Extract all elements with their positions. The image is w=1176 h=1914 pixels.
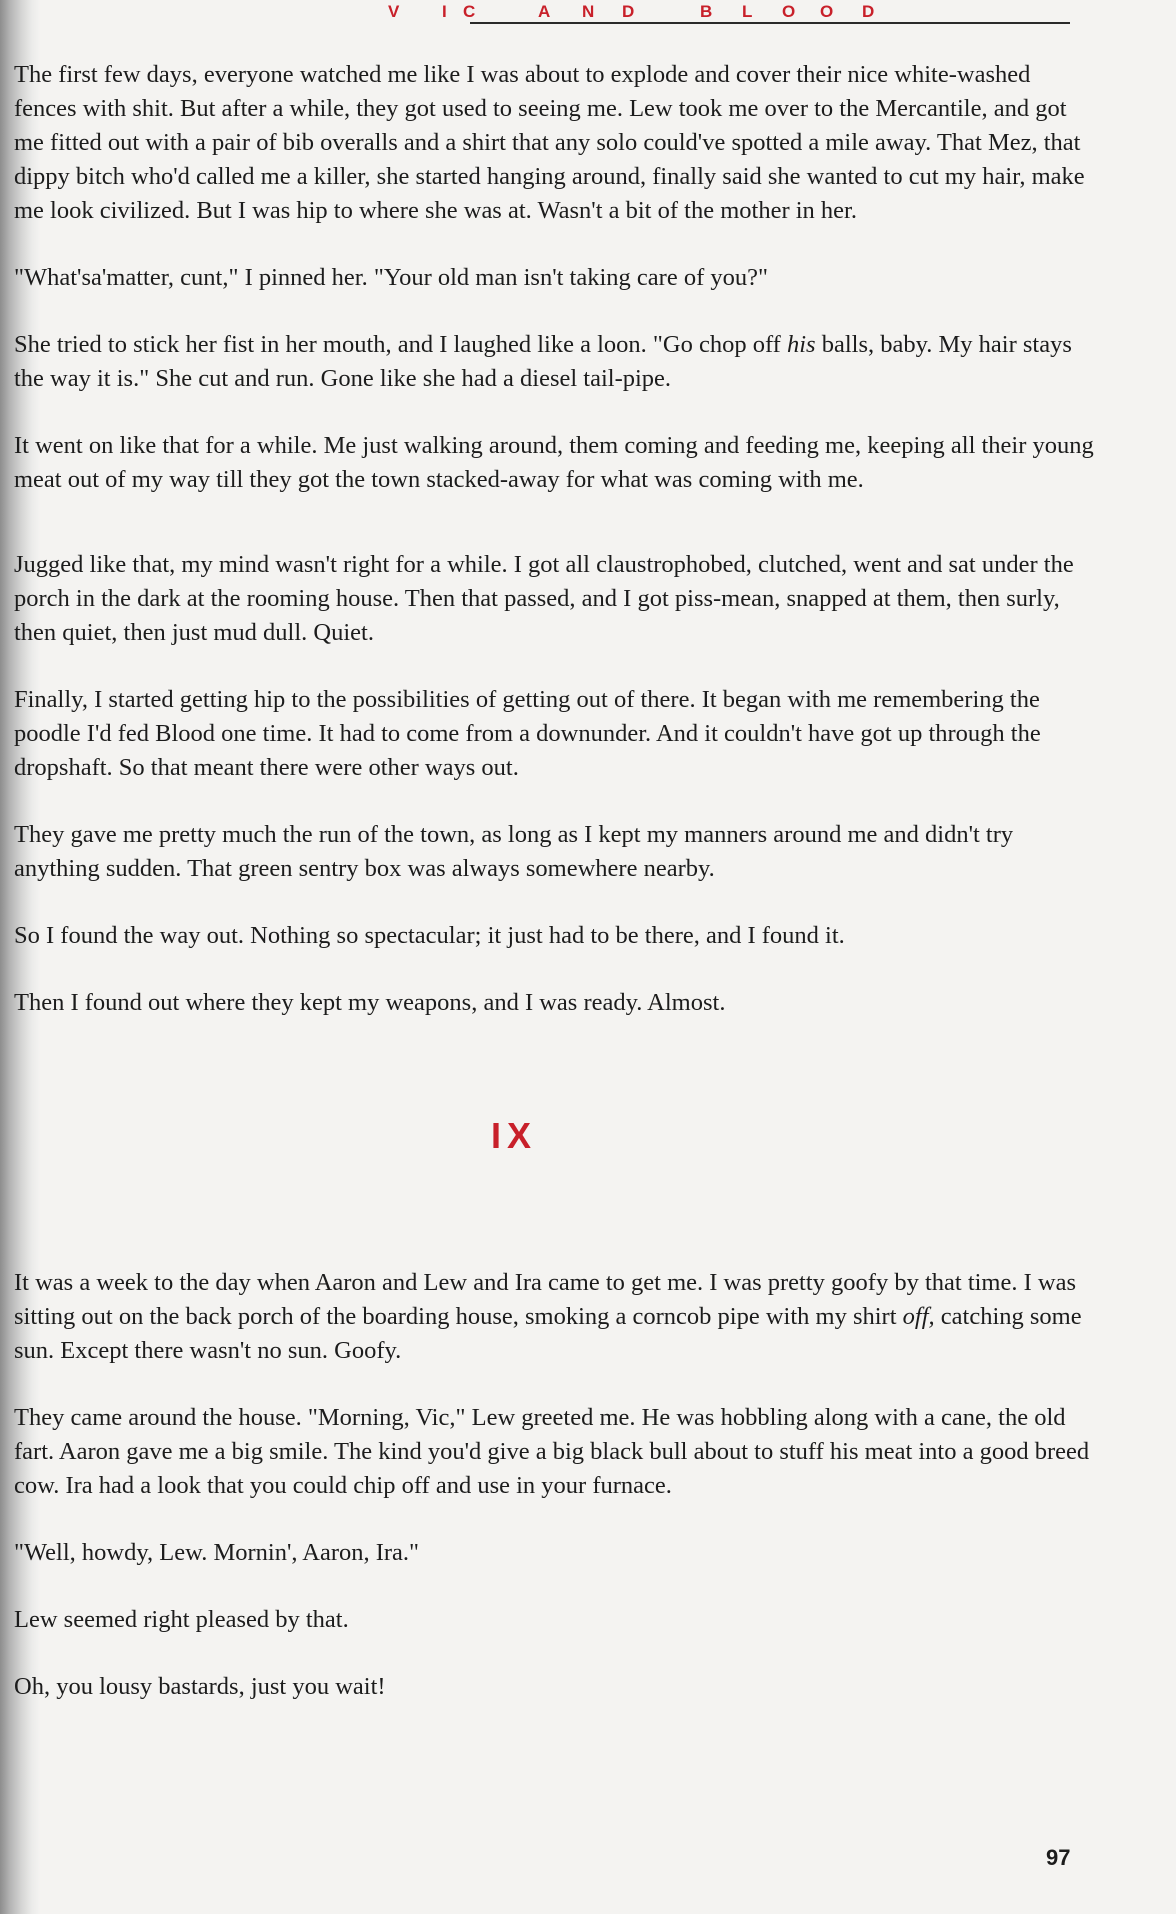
- paragraphs-after-chapter: [14, 1266, 1094, 1704]
- text-run: Then I found out where they kept my weapons, and I was ready. Almost.: [14, 989, 726, 1016]
- text-run: So I found the way out. Nothing so spectacular; it just had to be there, and I found it.: [14, 922, 845, 949]
- text-run: They came around the house. "Morning, Vic," Lew greeted me. He was hobbling along with a cane, the old fart. Aaron gave me a big smile. The kind you'd give a big black bull about to stuff his meat into a good breed cow. Ira had a look that you could chip off and use in your furnace.: [14, 1404, 1090, 1499]
- text-run: Oh, you lousy bastards, just you wait!: [14, 1673, 386, 1700]
- text-run: Finally, I started getting hip to the possibilities of getting out of there. It began with me remembering the poodle I'd fed Blood one time. It had to come from a downunder. And it couldn't have got up through the dropshaft. So that meant there were other ways out.: [14, 686, 1041, 781]
- page-body: [14, 58, 1094, 1737]
- paragraph: [14, 328, 1094, 396]
- header-letter: C: [463, 2, 476, 21]
- chapter-heading: IX: [490, 1115, 537, 1156]
- paragraph: [14, 1401, 1094, 1503]
- header-letter: D: [862, 2, 875, 21]
- text-run: It went on like that for a while. Me just walking around, them coming and feeding me, keeping all their young meat out of my way till they got the town stacked-away for what was coming with me.: [14, 432, 1094, 493]
- running-header: [388, 2, 1070, 24]
- text-run: Jugged like that, my mind wasn't right for a while. I got all claustrophobed, clutched, went and sat under the porch in the dark at the rooming house. Then that passed, and I got piss-mean, snapped at them, then surly, then quiet, then just mud dull. Quiet.: [14, 551, 1074, 646]
- header-letter: D: [622, 2, 635, 21]
- header-letter: O: [782, 2, 796, 21]
- header-letter: V: [388, 2, 400, 21]
- text-run: balls, baby. My hair stays the way it is." She cut and run. Gone like she had a diesel tail-pipe.: [14, 331, 1072, 392]
- paragraph: [14, 548, 1094, 650]
- italic-text: his: [786, 331, 816, 358]
- header-letter: N: [582, 2, 595, 21]
- paragraphs-before-chapter: [14, 58, 1094, 1020]
- header-letter: L: [742, 2, 753, 21]
- paragraph: [14, 986, 1094, 1020]
- text-run: It was a week to the day when Aaron and Lew and Ira came to get me. I was pretty goofy by that time. I was sitting out on the back porch of the boarding house, smoking a corncob pipe with my shirt: [14, 1269, 1076, 1330]
- paragraph: [14, 919, 1094, 953]
- text-run: "What'sa'matter, cunt," I pinned her. "Your old man isn't taking care of you?": [14, 264, 768, 291]
- text-run: "Well, howdy, Lew. Mornin', Aaron, Ira.": [14, 1539, 420, 1566]
- paragraph: [14, 1670, 1094, 1704]
- paragraph: [14, 683, 1094, 785]
- paragraph: [14, 1536, 1094, 1570]
- page-number: 97: [1046, 1845, 1071, 1870]
- header-letter: B: [700, 2, 713, 21]
- paragraph: [14, 818, 1094, 886]
- paragraph: [14, 1266, 1094, 1368]
- text-run: The first few days, everyone watched me like I was about to explode and cover their nice white-washed fences with shit. But after a while, they got used to seeing me. Lew took me over to the Mercantile, and got me fitted out with a pair of bib overalls and a shirt that any solo could've spotted a mile away. That Mez, that dippy bitch who'd called me a killer, she started hanging around, finally said she wanted to cut my hair, make me look civilized. But I was hip to where she was at. Wasn't a bit of the mother in her.: [14, 61, 1085, 224]
- text-run: catching some sun. Except there wasn't no sun. Goofy.: [14, 1303, 1082, 1364]
- paragraph: [14, 58, 1094, 228]
- header-letter: A: [538, 2, 551, 21]
- text-run: They gave me pretty much the run of the town, as long as I kept my manners around me and didn't try anything sudden. That green sentry box was always somewhere nearby.: [14, 821, 1014, 882]
- header-letter: O: [820, 2, 834, 21]
- italic-text: off,: [902, 1303, 935, 1330]
- text-run: Lew seemed right pleased by that.: [14, 1606, 349, 1633]
- header-letter: I: [442, 2, 447, 21]
- paragraph: [14, 429, 1094, 497]
- text-run: She tried to stick her fist in her mouth, and I laughed like a loon. "Go chop off: [14, 331, 787, 358]
- paragraph: [14, 1603, 1094, 1637]
- paragraph: [14, 261, 1094, 295]
